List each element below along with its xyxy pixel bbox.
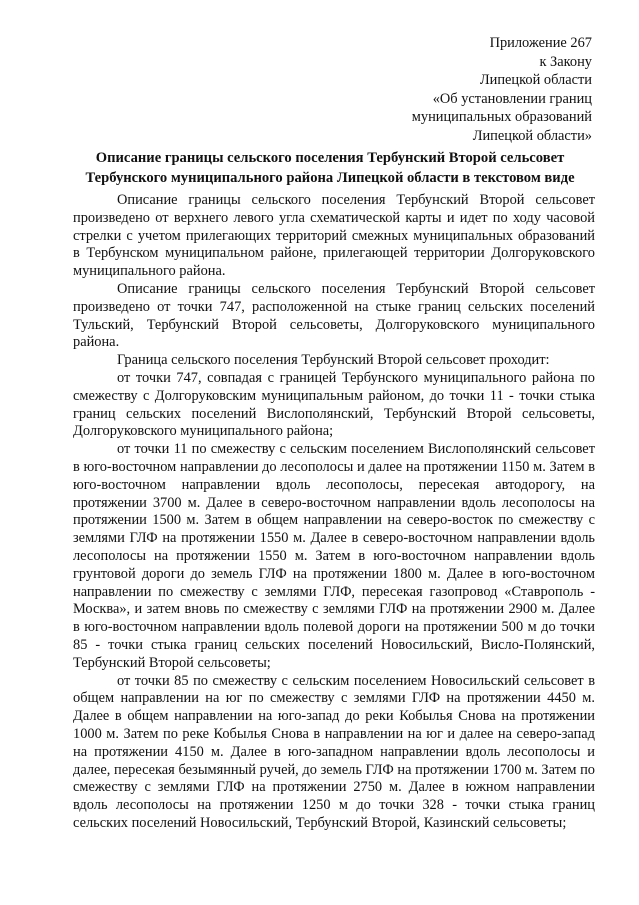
document-body (73, 192, 595, 833)
appendix-line: «Об установлении границ (432, 90, 592, 107)
paragraph: от точки 85 по смежеству с сельским поселением Новосильский сельсовет в общем направлении на юг по смежеству с землями ГЛФ на протяжении 4450 м. Далее в общем направлении на юго-запад до реки Кобылья Снова на протяжении 1000 м. Затем по реке Кобылья Снова в направлении на юг и далее на северо-запад на протяжении 4150 м. Далее в юго-западном направлении вдоль лесополосы и далее, пересекая безымянный ручей, до земель ГЛФ на протяжении 1700 м. Затем по смежеству с землями ГЛФ на протяжении 2750 м. Далее в южном направлении вдоль лесополосы на протяжении 1250 м до точки 328 - точки стыка границ сельских поселений Новосильский, Тербунский Второй, Казинский сельсоветы; (73, 672, 595, 831)
paragraph: Описание границы сельского поселения Тербунский Второй сельсовет произведено от верхнего левого угла схематической карты и идет по ходу часовой стрелки с учетом прилегающих территорий смежных муниципальных образований в Тербунском муниципальном районе, прилегающей территории Долгоруковского муниципального района. (73, 192, 595, 280)
appendix-line: Приложение 267 (489, 35, 592, 51)
appendix-line: Липецкой области (479, 72, 592, 89)
paragraph: от точки 747, совпадая с границей Тербунского муниципального района по смежеству с Долгоруковским муниципальным районом, до точки 11 - точки стыка границ сельских поселений Вислополянский, Тербунский Второй сельсоветы, Долгоруковского муниципального района; (73, 369, 595, 440)
document-title (60, 148, 600, 188)
appendix-header (332, 34, 592, 146)
appendix-line: муниципальных образований (411, 109, 592, 126)
paragraph: Описание границы сельского поселения Тербунский Второй сельсовет произведено от точки 747, расположенной на стыке границ сельских поселений Тульский, Тербунский Второй сельсоветы, Долгоруковского муниципального района. (73, 280, 595, 351)
paragraph: Граница сельского поселения Тербунский Второй сельсовет проходит: (117, 352, 550, 369)
appendix-line: к Закону (539, 53, 592, 70)
appendix-line: Липецкой области» (472, 127, 592, 144)
title-line: Тербунского муниципального района Липецкой области в текстовом виде (85, 170, 575, 186)
paragraph: от точки 11 по смежеству с сельским поселением Вислополянский сельсовет в юго-восточном направлении до лесополосы и далее на протяжении 1150 м. Затем в юго-восточном направлении вдоль лесополосы, пересекая автодорогу, на протяжении 3700 м. Далее в северо-восточном направлении вдоль лесополосы на протяжении 1500 м. Затем в общем направлении на северо-восток по смежеству с землями ГЛФ на протяжении 1550 м. Далее в северо-восточном направлении вдоль лесополосы на протяжении 1550 м. Затем в юго-восточном направлении вдоль грунтовой дороги до земель ГЛФ на протяжении 1800 м. Далее в юго-восточном направлении по смежеству с землями ГЛФ, пересекая газопровод «Ставрополь - Москва», и затем вновь по смежеству с землями ГЛФ на протяжении 2900 м. Далее в юго-восточном направлении вдоль полевой дороги на протяжении 500 м до точки 85 - точки стыка границ сельских поселений Новосильский, Висло-Полянский, Тербунский Второй сельсоветы; (73, 441, 595, 671)
title-line: Описание границы сельского поселения Тербунский Второй сельсовет (95, 150, 565, 166)
